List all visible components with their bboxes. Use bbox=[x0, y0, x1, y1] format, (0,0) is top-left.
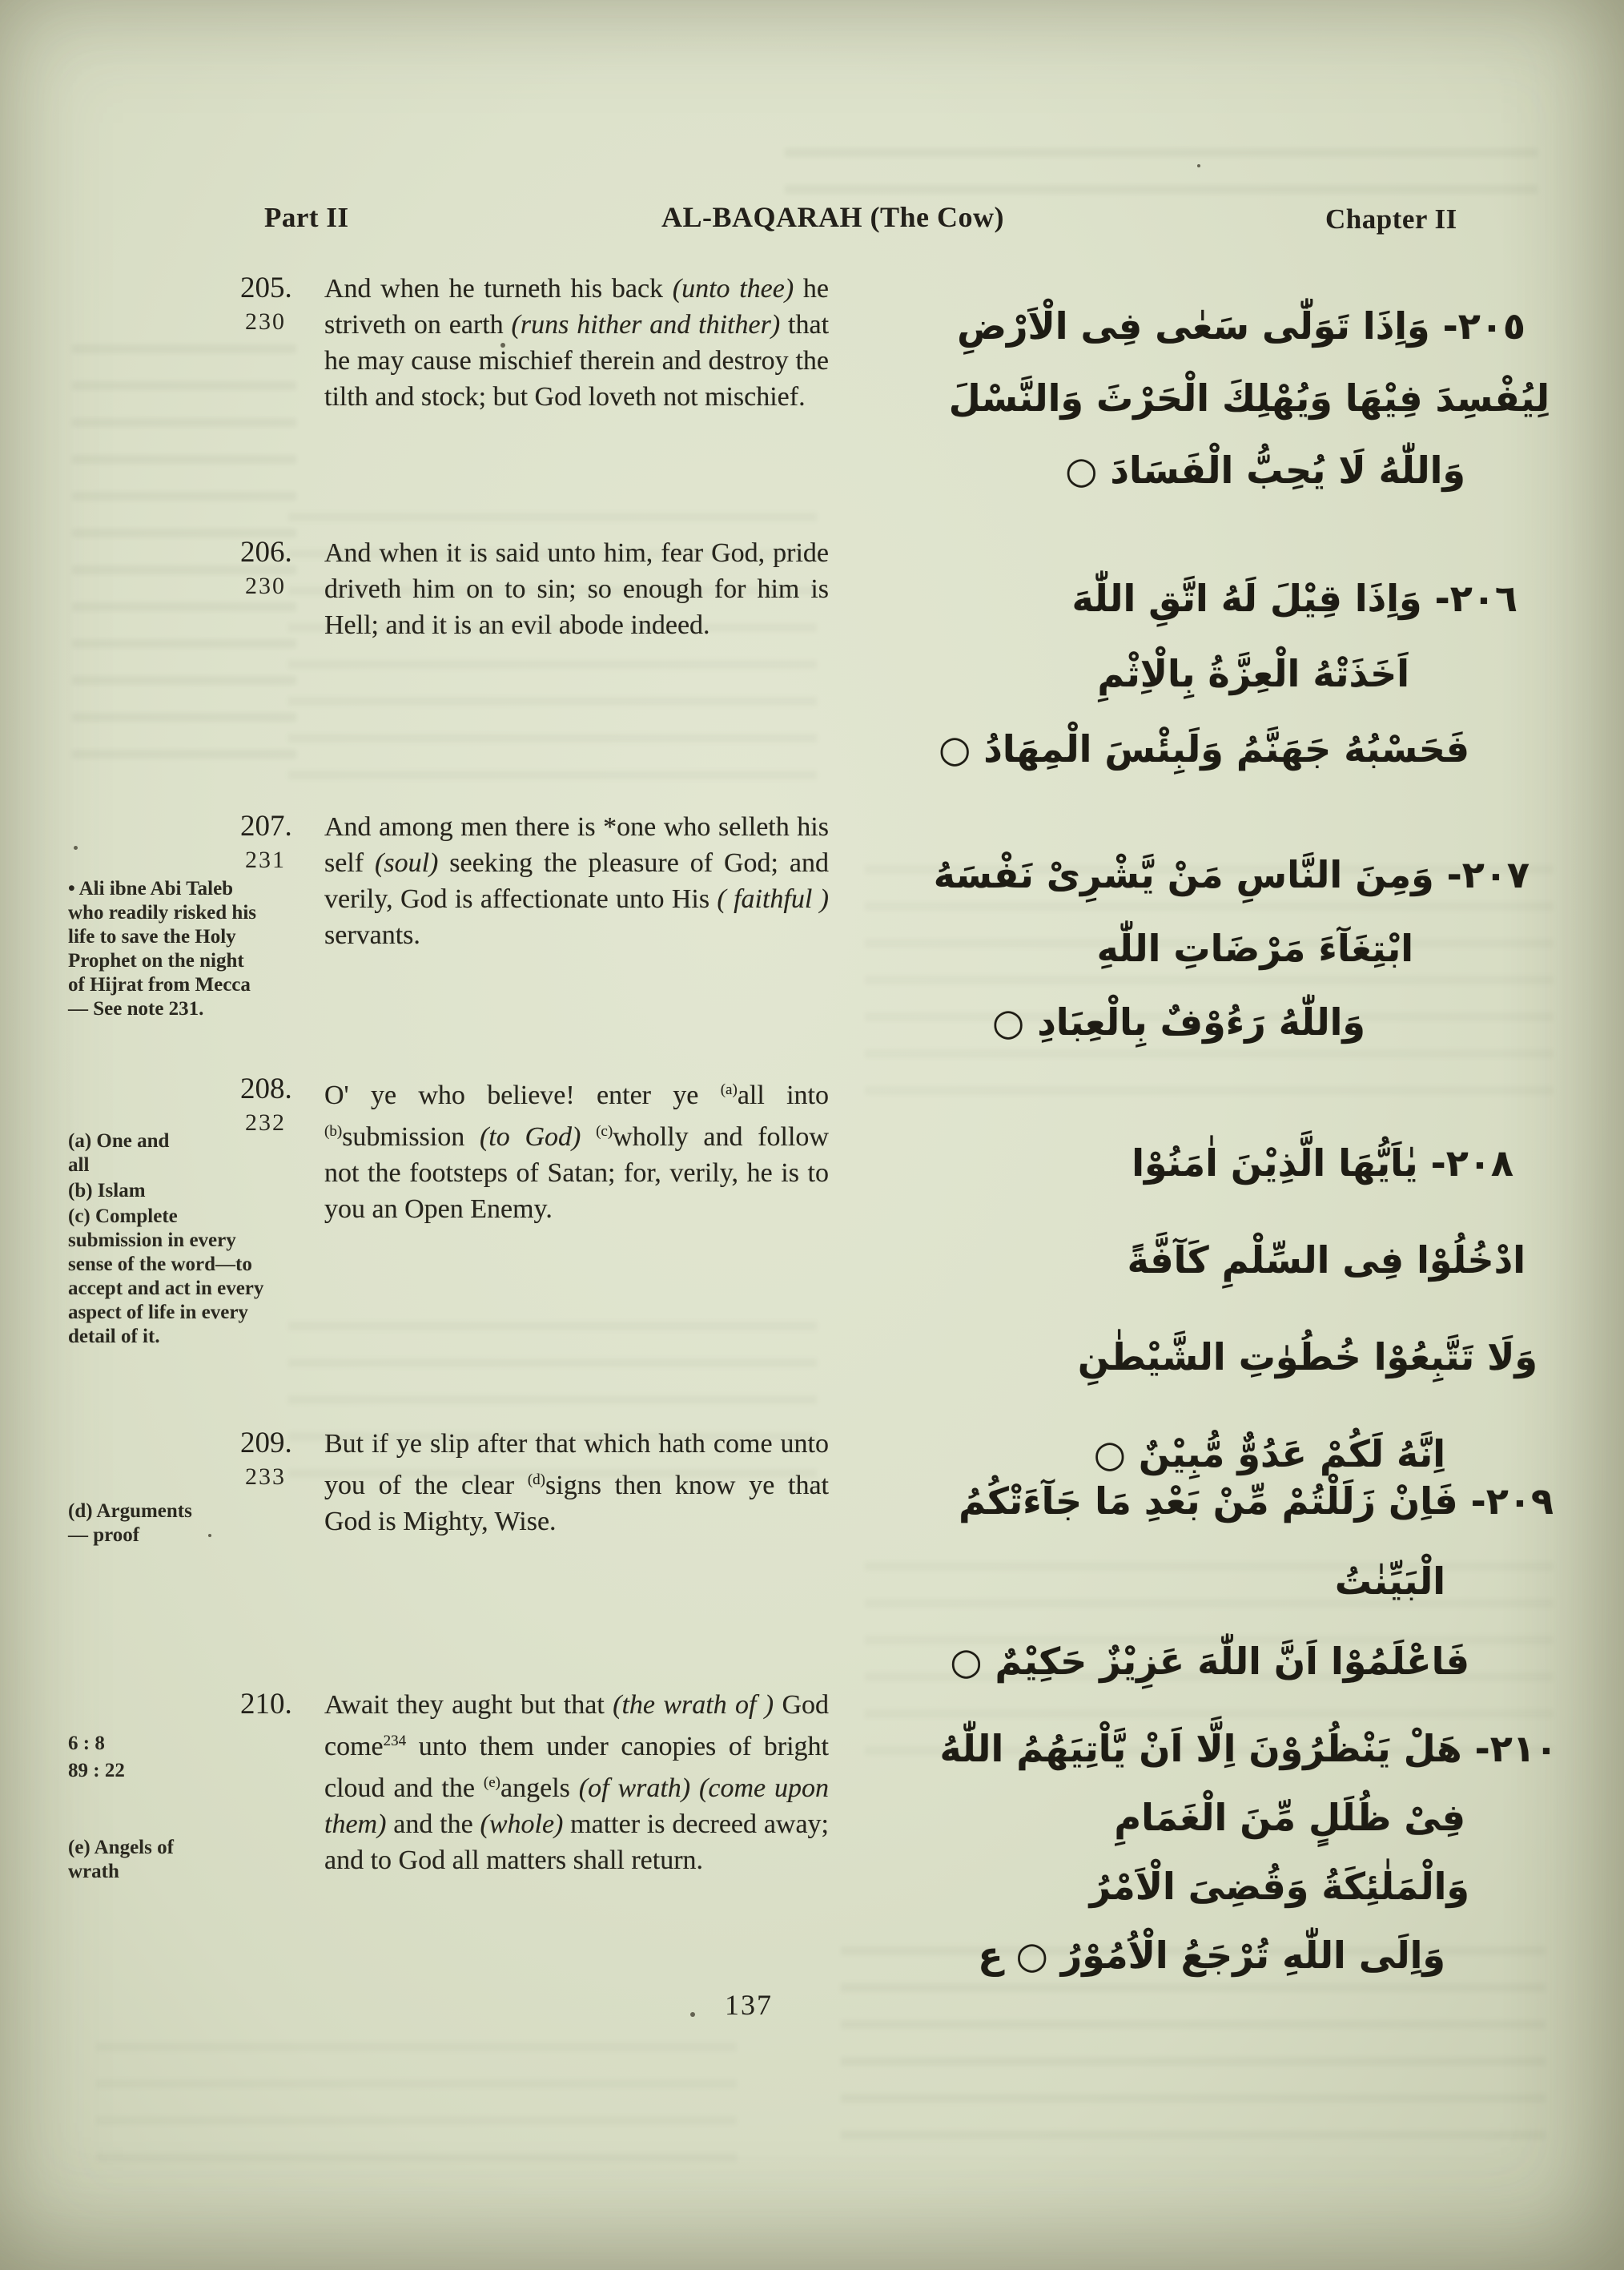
header-part: Part II bbox=[264, 202, 349, 233]
verse-207-arabic bbox=[841, 838, 1562, 1059]
verse-208-number: 208. bbox=[240, 1073, 292, 1105]
margin-note-c: (c) Complete submission in every sense of the word—to accept and act in every aspect of life in every detail of it. bbox=[68, 1205, 264, 1347]
verse-206-english: And when it is said unto him, fear God, pride driveth him on to sin; so enough for him is Hell; and it is an evil abode indeed. bbox=[324, 538, 829, 640]
bleedthrough-texture bbox=[785, 148, 1538, 196]
arabic-line: فِىْ ظُلَلٍ مِّنَ الْغَمَامِ bbox=[1114, 1796, 1465, 1839]
arabic-line: الْبَيِّنٰتُ bbox=[1334, 1560, 1445, 1603]
bleedthrough-texture bbox=[96, 2043, 737, 2187]
arabic-line: ٢٠٦- وَاِذَا قِيْلَ لَهُ اتَّقِ اللّٰهَ bbox=[1071, 577, 1517, 620]
arabic-line: وَلَا تَتَّبِعُوْا خُطُوٰتِ الشَّيْطٰنِ bbox=[1077, 1335, 1538, 1379]
verse-209-note-ref: 233 bbox=[245, 1463, 286, 1490]
arabic-line: ٢٠٥- وَاِذَا تَوَلّٰى سَعٰى فِى الْاَرْضِ bbox=[957, 304, 1526, 348]
verse-210-number: 210. bbox=[240, 1688, 292, 1721]
arabic-line: فَحَسْبُهُ جَهَنَّمُ وَلَبِئْسَ الْمِهَادُ ○ bbox=[939, 727, 1469, 771]
arabic-line: ٢٠٩- فَاِنْ زَلَلْتُمْ مِّنْ بَعْدِ مَا جَآءَتْكُمُ bbox=[959, 1479, 1554, 1523]
verse-207-english: And among men there is *one who selleth his self (soul) seeking the pleasure of God; and verily, God is affectionate unto His ( faithful ) servants. bbox=[324, 812, 829, 950]
verse-205-number: 205. bbox=[240, 272, 292, 304]
arabic-line: ادْخُلُوْا فِى السِّلْمِ كَآفَّةً bbox=[1127, 1238, 1526, 1282]
scan-speck bbox=[1197, 164, 1200, 167]
verse-209-arabic bbox=[841, 1461, 1562, 1701]
verse-205-arabic bbox=[841, 290, 1562, 506]
arabic-line: لِيُفْسِدَ فِيْهَا وَيُهْلِكَ الْحَرْثَ وَالنَّسْلَ bbox=[948, 376, 1550, 420]
margin-note-a: (a) One and all bbox=[68, 1130, 170, 1176]
arabic-line: اِنَّهُ لَكُمْ عَدُوٌّ مُّبِيْنٌ ○ bbox=[1093, 1432, 1445, 1475]
verse-205-english: And when he turneth his back (unto thee) he striveth on earth (runs hither and thither) that he may cause mischief therein and destroy the tilth and stock; but God loveth not mischief. bbox=[324, 274, 830, 412]
header-title: AL-BAQARAH (The Cow) bbox=[661, 201, 1004, 233]
margin-note-d: (d) Arguments— proof bbox=[68, 1500, 192, 1546]
verse-208-arabic bbox=[841, 1115, 1562, 1503]
margin-note-ref-89-22: 89 : 22 bbox=[68, 1760, 125, 1781]
arabic-line: ٢١٠- هَلْ يَنْظُرُوْنَ اِلَّا اَنْ يَّاْتِيَهُمُ اللّٰهُ bbox=[939, 1727, 1558, 1770]
arabic-line: وَاللّٰهُ رَءُوْفٌ بِالْعِبَادِ ○ bbox=[992, 1000, 1365, 1044]
header-chapter: Chapter II bbox=[1325, 203, 1457, 235]
verse-206-number: 206. bbox=[240, 536, 292, 569]
verse-209-english: But if ye slip after that which hath come unto you of the clear $^{(d)}$signs then know ye that God is Mighty, Wise. bbox=[324, 1429, 829, 1536]
margin-note-ali: • Ali ibne Abi Taleb who readily risked his life to save the Holy Prophet on the night of Hijrat from Mecca — See note 231. bbox=[68, 878, 256, 1020]
arabic-line: فَاعْلَمُوْا اَنَّ اللّٰهَ عَزِيْزٌ حَكِيْمٌ ○ bbox=[950, 1640, 1469, 1683]
verse-210-arabic bbox=[841, 1714, 1562, 1990]
arabic-line: وَاِلَى اللّٰهِ تُرْجَعُ الْاُمُوْرُ ○ ع bbox=[978, 1934, 1445, 1977]
verse-208-note-ref: 232 bbox=[245, 1109, 286, 1136]
arabic-line: وَاللّٰهُ لَا يُحِبُّ الْفَسَادَ ○ bbox=[1065, 449, 1465, 492]
verse-206-arabic bbox=[841, 561, 1562, 787]
margin-note-ref-6-8: 6 : 8 bbox=[68, 1733, 105, 1754]
arabic-line: اَخَذَتْهُ الْعِزَّةُ بِالْاِثْمِ bbox=[1097, 652, 1409, 695]
verse-210-english: Await they aught but that (the wrath of ) God come$^{234}$ unto them under canopies of bright cloud and the $^{(e)}$angels (of wrath) (come upon them) and the (whole) matter is decreed away; and to God all matters shall return. bbox=[324, 1690, 830, 1875]
page-number: 137 bbox=[725, 1989, 773, 2021]
margin-note-b: (b) Islam bbox=[68, 1180, 146, 1201]
verse-207-note-ref: 231 bbox=[245, 847, 286, 873]
verse-205-note-ref: 230 bbox=[245, 308, 286, 335]
verse-209-number: 209. bbox=[240, 1427, 292, 1459]
verse-206-note-ref: 230 bbox=[245, 573, 286, 599]
verse-208-english: O' ye who believe! enter ye $^{(a)}$all into $^{(b)}$submission (to God) $^{(c)}$wholly and follow not the footsteps of Satan; for, verily, he is to you an Open Enemy. bbox=[324, 1080, 829, 1224]
arabic-line: وَالْمَلٰئِكَةُ وَقُضِىَ الْاَمْرُ bbox=[1089, 1865, 1469, 1908]
scan-speck bbox=[74, 846, 78, 850]
arabic-line: ٢٠٨- يٰاَيُّهَا الَّذِيْنَ اٰمَنُوْا bbox=[1132, 1141, 1513, 1185]
scan-speck bbox=[208, 1534, 211, 1537]
verse-207-number: 207. bbox=[240, 810, 292, 843]
arabic-line: ٢٠٧- وَمِنَ النَّاسِ مَنْ يَّشْرِىْ نَفْسَهُ bbox=[933, 853, 1530, 896]
arabic-line: ابْتِغَآءَ مَرْضَاتِ اللّٰهِ bbox=[1096, 927, 1413, 970]
margin-note-e: (e) Angels of wrath bbox=[68, 1837, 174, 1882]
